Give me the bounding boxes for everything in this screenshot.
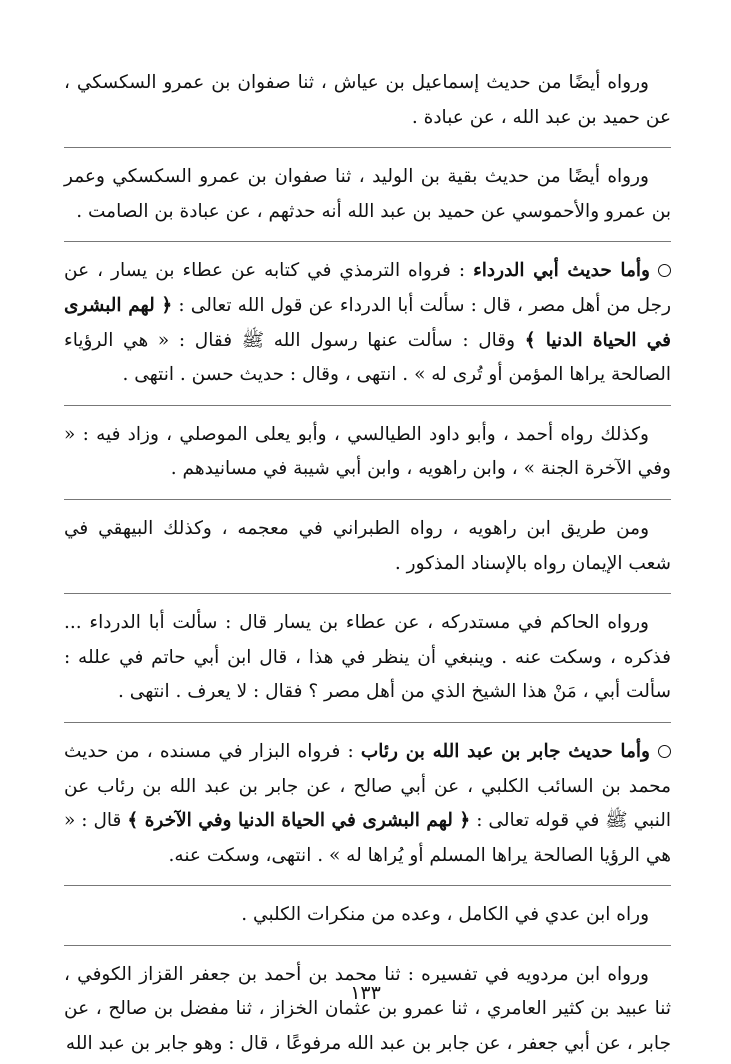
quran-verse: ﴿ لهم البشرى في الحياة الدنيا ﴾	[64, 294, 671, 351]
divider	[64, 945, 671, 946]
paragraph-2: ورواه أيضًا من حديث بقية بن الوليد ، ثنا صفوان بن عمرو السكسكي وعمر بن عمرو والأحموسي عن حميد بن عبد الله أنه حدثهم ، عن عبادة بن الصامت .	[64, 166, 671, 222]
divider	[64, 241, 671, 242]
paragraph-abu-darda	[64, 254, 671, 392]
section-circle-icon	[658, 264, 671, 277]
divider	[64, 722, 671, 723]
paragraph-5: ومن طريق ابن راهويه ، رواه الطبراني في معجمه ، وكذلك البيهقي في شعب الإيمان رواه بالإسناد المذكور .	[64, 517, 671, 574]
paragraph-8: وراه ابن عدي في الكامل ، وعده من منكرات الكلبي .	[241, 904, 649, 926]
divider	[64, 147, 671, 148]
quran-verse: ﴿ لهم البشرى في الحياة الدنيا وفي الآخرة ﴾	[127, 810, 471, 832]
divider	[64, 499, 671, 500]
paragraph-1: ورواه أيضًا من حديث إسماعيل بن عياش ، ثنا صفوان بن عمرو السكسكي ، عن حميد بن عبد الله ، عن عبادة .	[64, 72, 671, 128]
section-heading: وأما حديث أبي الدرداء	[473, 260, 650, 282]
section-circle-icon	[658, 745, 671, 758]
paragraph-9: ورواه ابن مردويه في تفسيره : ثنا محمد بن أحمد بن جعفر القزاز الكوفي ، ثنا عبيد بن كثير العامري ، ثنا عمرو بن عثمان الخزاز ، ثنا مفضل بن صالح ، عن جابر ، عن أبي جعفر ، عن جابر بن عبد الله مرفوعًا ، قال : وهو جابر بن عبد الله	[64, 963, 671, 1055]
paragraph-text: قال : « هي الرؤيا الصالحة يراها المسلم أو يُراها له » . انتهى، وسكت عنه.	[64, 810, 671, 866]
paragraph-text: : فرواه الترمذي في كتابه عن عطاء بن يسار ، عن رجل من أهل مصر ، قال : سألت أبا الدرداء عن قول الله تعالى :	[64, 260, 672, 316]
divider	[64, 593, 671, 594]
page-number: ١٣٣	[350, 982, 381, 1004]
divider	[64, 885, 671, 886]
paragraph-text: : فرواه البزار في مسنده ، من حديث محمد بن السائب الكلبي ، عن أبي صالح ، عن جابر بن عبد الله بن رئاب عن النبي ﷺ في قوله تعالى :	[64, 740, 671, 832]
paragraph-jabir	[64, 735, 671, 873]
paragraph-text: وقال : سألت عنها رسول الله ﷺ فقال : « هي الرؤياء الصالحة يراها المؤمن أو تُرى له » . انتهى ، وقال : حديث حسن . انتهى .	[64, 329, 671, 386]
paragraph-6: ورواه الحاكم في مستدركه ، عن عطاء بن يسار قال : سألت أبا الدرداء ... فذكره ، وسكت عنه . وينبغي أن ينظر في هذا ، قال ابن أبي حاتم في علله : سألت أبي ، مَنْ هذا الشيخ الذي من أهل مصر ؟ فقال : لا يعرف . انتهى .	[64, 612, 671, 703]
section-heading: وأما حديث جابر بن عبد الله بن رئاب	[360, 740, 650, 762]
body-text	[64, 66, 671, 1062]
paragraph-4: وكذلك رواه أحمد ، وأبو داود الطيالسي ، وأبو يعلى الموصلي ، وزاد فيه : « وفي الآخرة الجنة » ، وابن راهويه ، وابن أبي شيبة في مسانيدهم .	[64, 423, 671, 480]
divider	[64, 405, 671, 406]
